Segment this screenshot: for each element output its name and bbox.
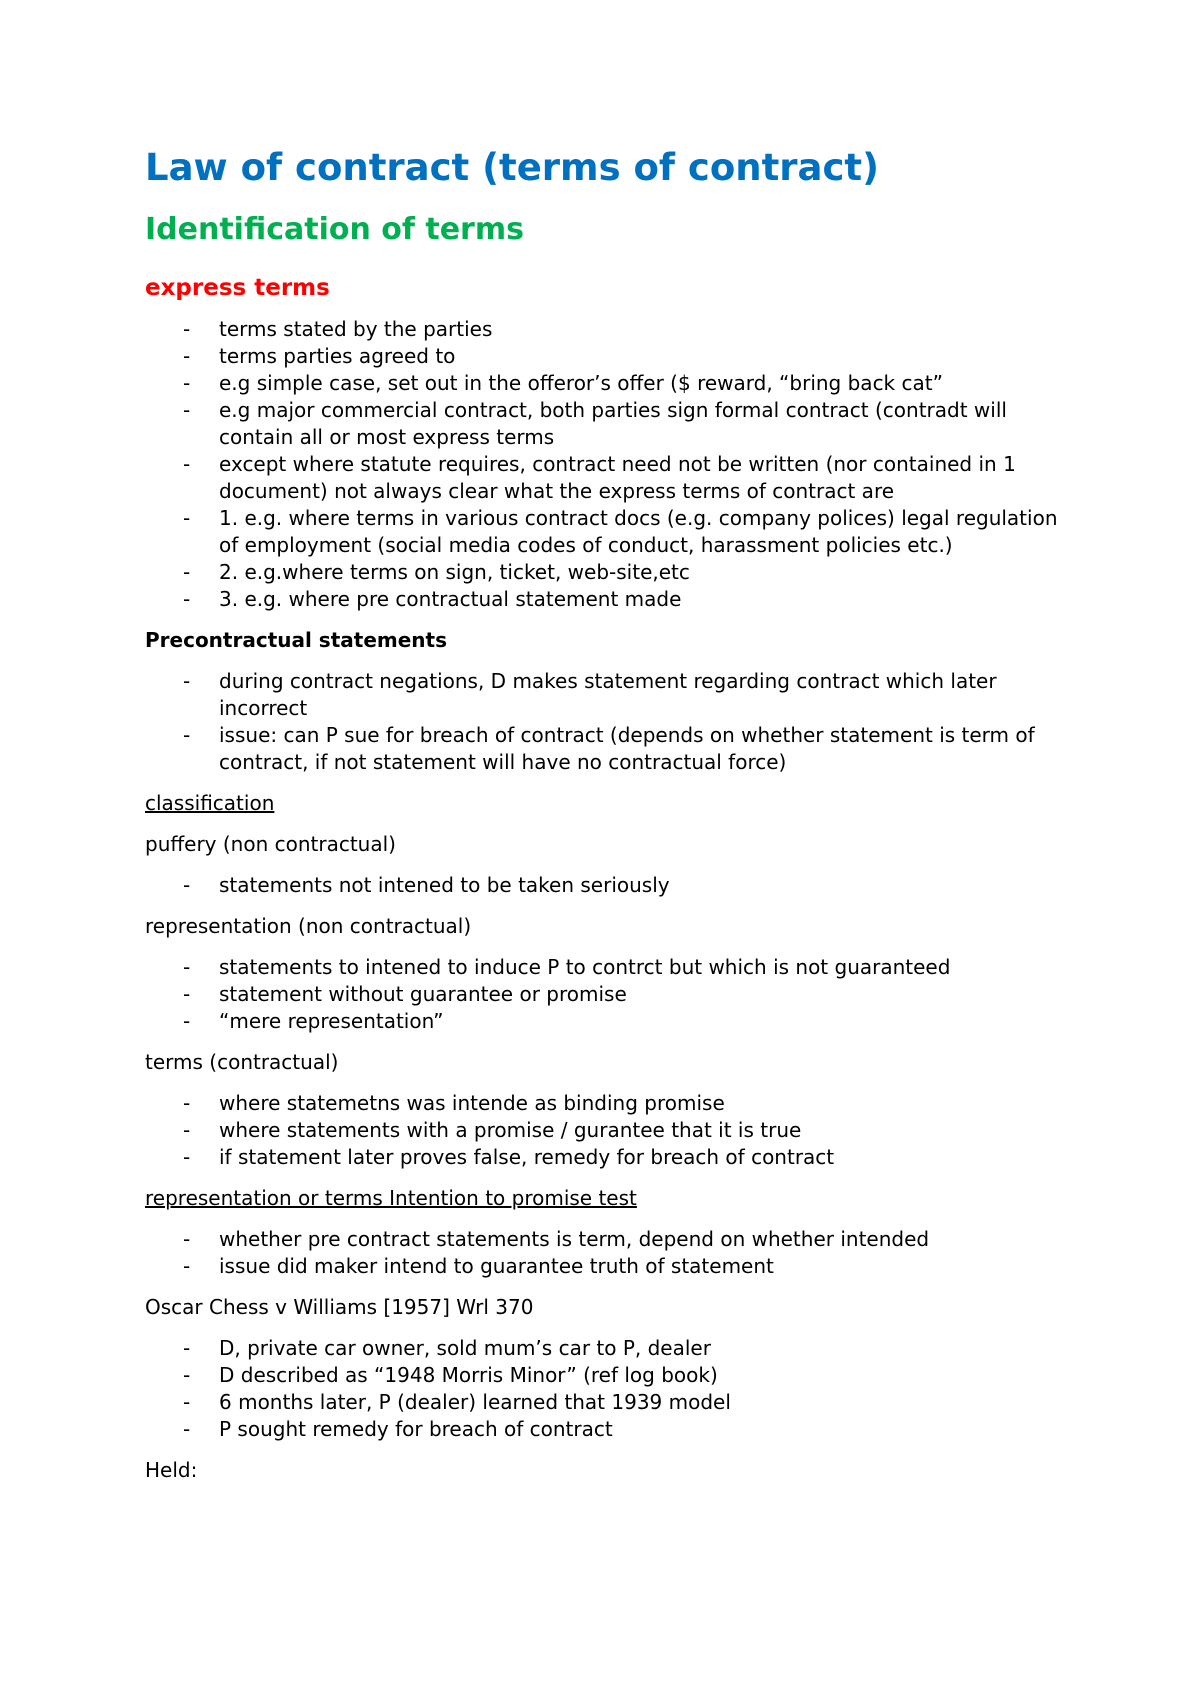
document-title: Law of contract (terms of contract) (145, 146, 880, 189)
terms-list (145, 1090, 1070, 1171)
list-item: - except where statute requires, contract need not be written (nor contained in 1 document) not always clear what the express terms of contract are (145, 451, 1070, 505)
list-item: - if statement later proves false, remedy for breach of contract (145, 1144, 1070, 1171)
case-facts-list (145, 1335, 1070, 1443)
puffery-list (145, 872, 1070, 899)
list-item: - terms parties agreed to (145, 343, 1070, 370)
list-item: - e.g simple case, set out in the offeror’s offer ($ reward, “bring back cat” (145, 370, 1070, 397)
list-item: - D, private car owner, sold mum’s car to P, dealer (145, 1335, 1070, 1362)
list-item: - statements to intened to induce P to contrct but which is not guaranteed (145, 954, 1070, 981)
list-item: - 1. e.g. where terms in various contract docs (e.g. company polices) legal regulation of employment (social media codes of conduct, harassment policies etc.) (145, 505, 1070, 559)
list-item: - statements not intened to be taken seriously (145, 872, 1070, 899)
puffery-label: puffery (non contractual) (145, 832, 396, 856)
held-label: Held: (145, 1458, 198, 1482)
representation-list (145, 954, 1070, 1035)
list-item: - terms stated by the parties (145, 316, 1070, 343)
list-item: - statement without guarantee or promise (145, 981, 1070, 1008)
precontractual-list (145, 668, 1070, 776)
subheading-express-terms: express terms (145, 275, 330, 301)
representation-label: representation (non contractual) (145, 914, 472, 938)
list-item: - 2. e.g.where terms on sign, ticket, web-site,etc (145, 559, 1070, 586)
list-item: - 6 months later, P (dealer) learned that 1939 model (145, 1389, 1070, 1416)
terms-label: terms (contractual) (145, 1050, 339, 1074)
list-item: - 3. e.g. where pre contractual statement made (145, 586, 1070, 613)
intention-test-heading: representation or terms Intention to promise test (145, 1186, 637, 1210)
list-item: - issue did maker intend to guarantee truth of statement (145, 1253, 1070, 1280)
list-item: - where statements with a promise / gurantee that it is true (145, 1117, 1070, 1144)
list-item: - D described as “1948 Morris Minor” (ref log book) (145, 1362, 1070, 1389)
list-item: - issue: can P sue for breach of contract (depends on whether statement is term of contract, if not statement will have no contractual force) (145, 722, 1070, 776)
list-item: - e.g major commercial contract, both parties sign formal contract (contradt will contain all or most express terms (145, 397, 1070, 451)
list-item: - where statemetns was intende as binding promise (145, 1090, 1070, 1117)
list-item: - P sought remedy for breach of contract (145, 1416, 1070, 1443)
precontractual-heading: Precontractual statements (145, 628, 448, 652)
list-item: - “mere representation” (145, 1008, 1070, 1035)
express-terms-list (145, 316, 1070, 613)
intention-test-list (145, 1226, 1070, 1280)
list-item: - whether pre contract statements is term, depend on whether intended (145, 1226, 1070, 1253)
section-heading-identification: Identification of terms (145, 212, 524, 247)
case-name: Oscar Chess v Williams [1957] Wrl 370 (145, 1295, 534, 1319)
classification-heading: classification (145, 791, 275, 815)
list-item: - during contract negations, D makes statement regarding contract which later incorrect (145, 668, 1070, 722)
